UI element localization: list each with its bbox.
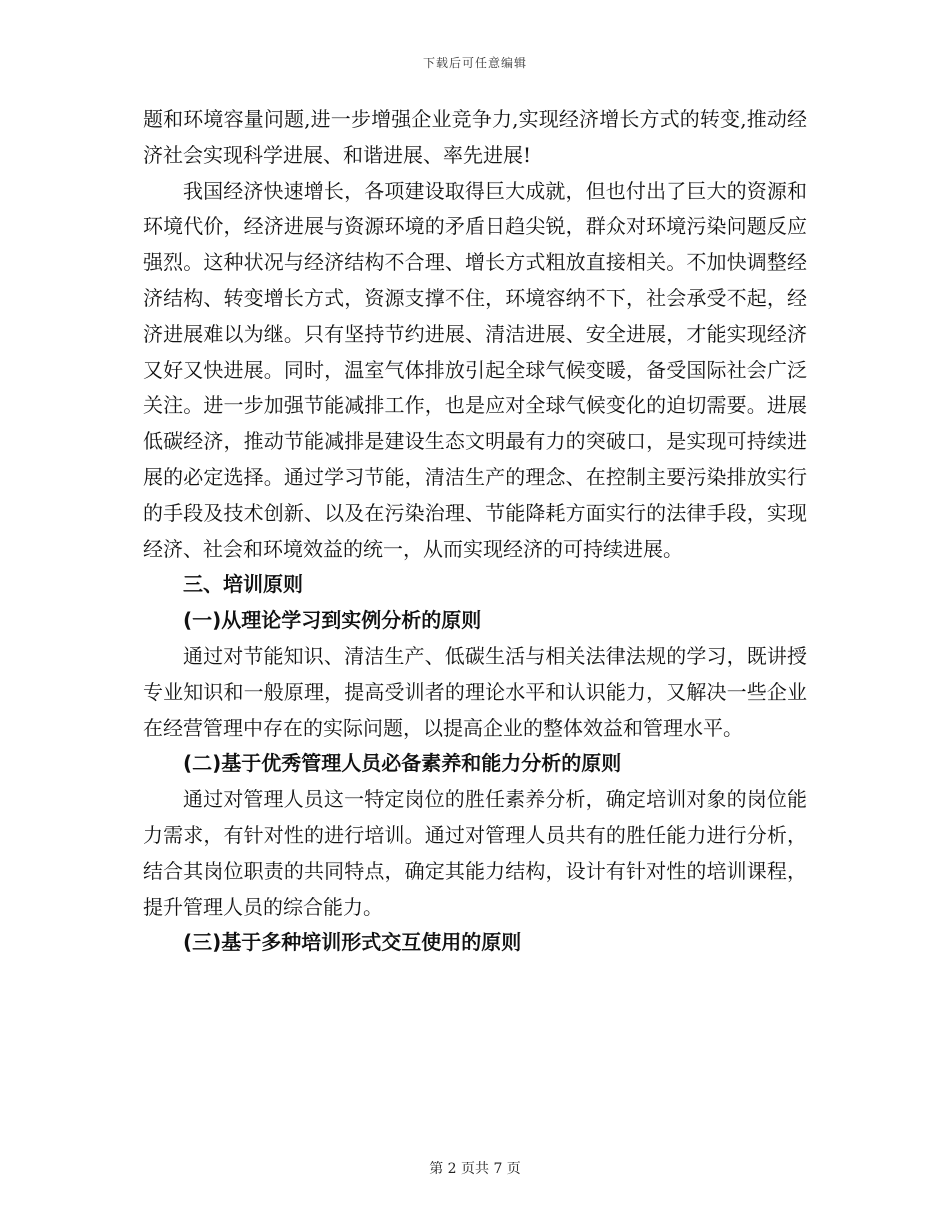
paragraph-theory-to-case: 通过对节能知识、清洁生产、低碳生活与相关法律法规的学习，既讲授专业知识和一般原理，提高受训者的理论水平和认识能力，又解决一些企业在经营管理中存在的实际问题，以提高企业的整体效益和管理水平。 (143, 643, 807, 740)
page-number: 第 2 页共 7 页 (429, 1161, 521, 1177)
section-heading-training-principles: 三、培训原则 (183, 572, 303, 597)
paragraph-competency-analysis: 通过对管理人员这一特定岗位的胜任素养分析，确定培训对象的岗位能力需求，有针对性的进行培训。通过对管理人员共有的胜任能力进行分析，结合其岗位职责的共同特点，确定其能力结构，设计有针对性的培训课程，提升管理人员的综合能力。 (143, 787, 807, 919)
subheading-competency-analysis: (二)基于优秀管理人员必备素养和能力分析的原则 (183, 751, 622, 776)
paragraph-economy-background: 我国经济快速增长，各项建设取得巨大成就，但也付出了巨大的资源和环境代价，经济进展与资源环境的矛盾日趋尖锐，群众对环境污染问题反应强烈。这种状况与经济结构不合理、增长方式粗放直接相关。不加快调整经济结构、转变增长方式，资源支撑不住，环境容纳不下，社会承受不起，经济进展难以为继。只有坚持节约进展、清洁进展、安全进展，才能实现经济又好又快进展。同时，温室气体排放引起全球气候变暖，备受国际社会广泛关注。进一步加强节能减排工作，也是应对全球气候变化的迫切需要。进展低碳经济，推动节能减排是建设生态文明最有力的突破口，是实现可持续进展的必定选择。通过学习节能，清洁生产的理念、在控制主要污染排放实行的手段及技术创新、以及在污染治理、节能降耗方面实行的法律手段，实现经济、社会和环境效益的统一，从而实现经济的可持续进展。 (143, 178, 807, 561)
subheading-theory-to-case: (一)从理论学习到实例分析的原则 (183, 608, 482, 633)
document-body (143, 102, 807, 961)
page-header: 下载后可任意编辑 (422, 56, 527, 70)
subheading-training-forms: (三)基于多种培训形式交互使用的原则 (183, 930, 522, 955)
paragraph-continuation: 题和环境容量问题,进一步增强企业竞争力,实现经济增长方式的转变,推动经济社会实现科学进展、和谐进展、率先进展! (143, 107, 807, 167)
